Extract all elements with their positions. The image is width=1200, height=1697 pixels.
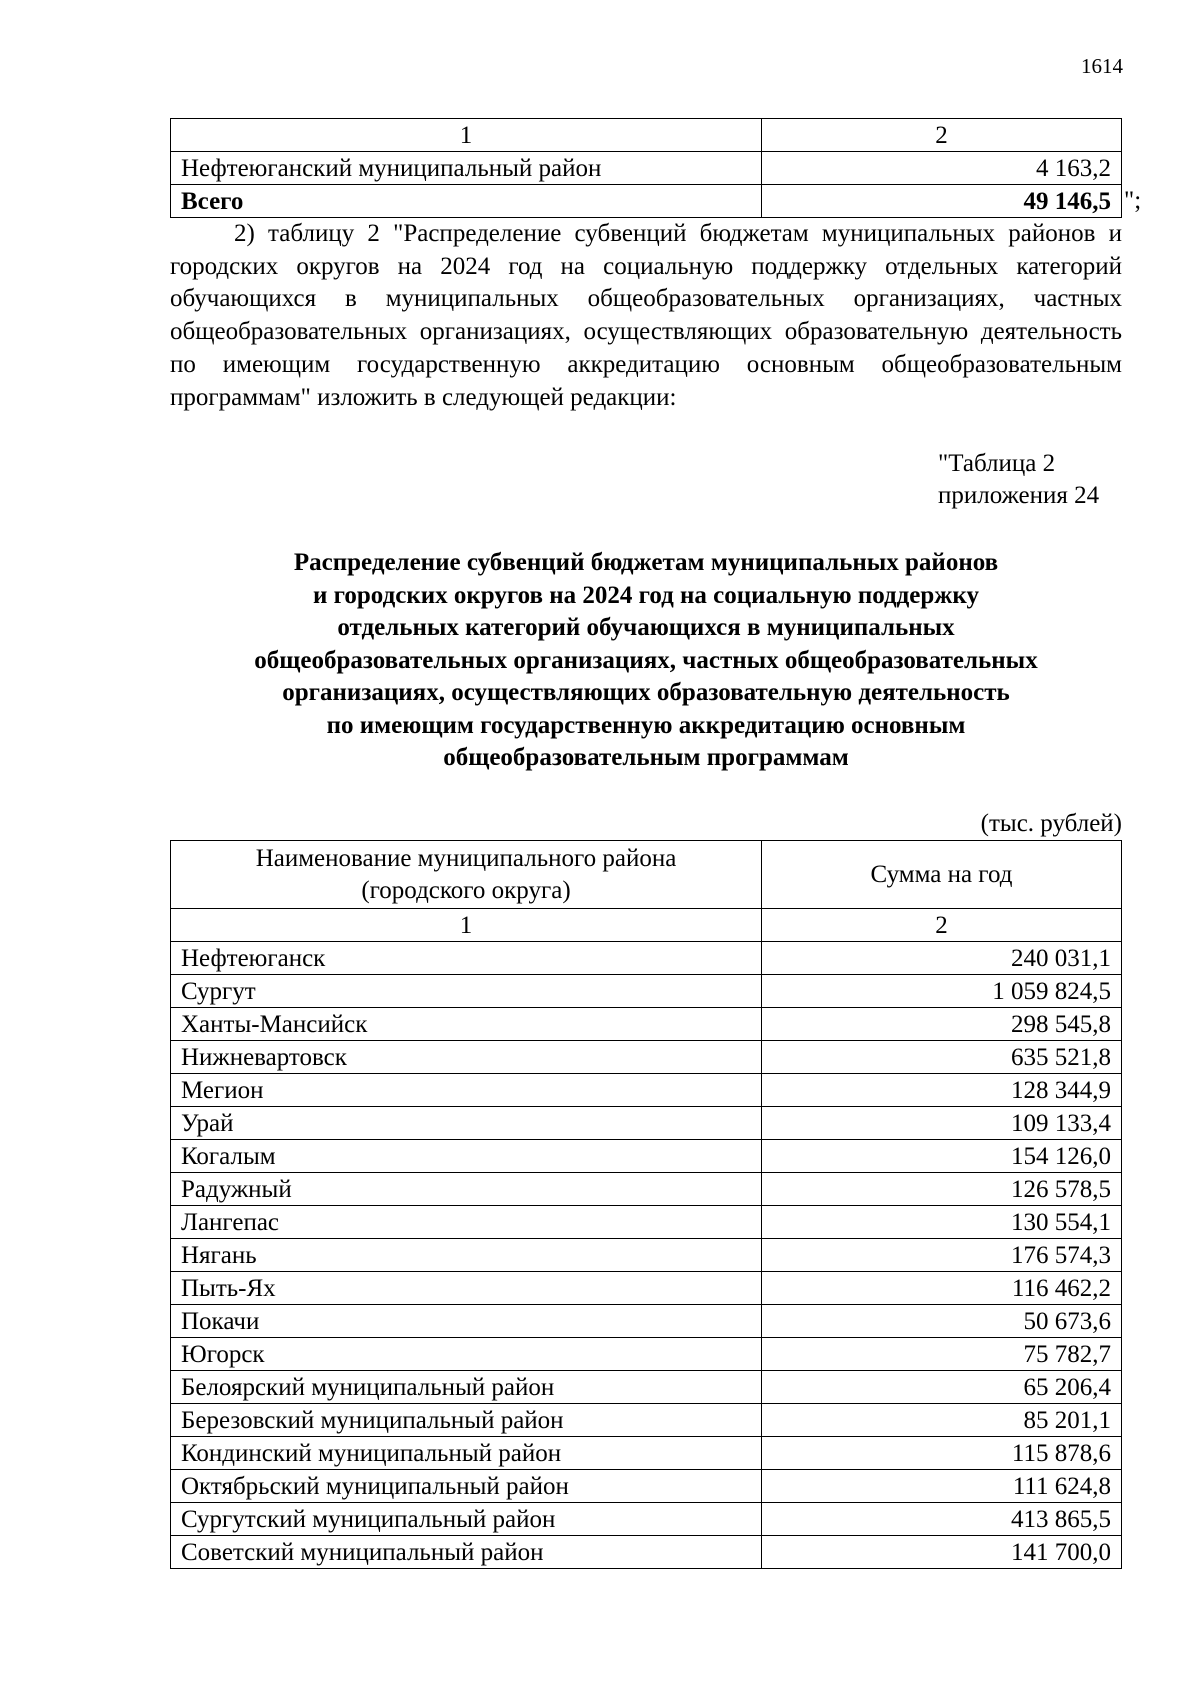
closing-quote: "; <box>1124 187 1142 214</box>
row-name: Пыть-Ях <box>171 1272 762 1305</box>
table-row <box>171 1470 1122 1503</box>
amendment-text: 2) таблицу 2 "Распределение субвенций бюджетам муниципальных районов и городских округов на 2024 год на социальную поддержку отдельных категорий обучающихся в муниципальных общеобразовательных организациях, частных общеобразовательных организациях, осуществляющих образовательную деятельность по имеющим государственную аккредитацию основным общеобразовательным программам" изложить в следующей редакции: <box>170 220 1122 411</box>
row-value: 176 574,3 <box>762 1239 1122 1272</box>
row-name: Когалым <box>171 1140 762 1173</box>
row-value: 109 133,4 <box>762 1107 1122 1140</box>
table-row <box>171 1173 1122 1206</box>
row-name: Ханты-Мансийск <box>171 1008 762 1041</box>
title-line: общеобразовательным программам <box>443 744 849 771</box>
row-value: 111 624,8 <box>762 1470 1122 1503</box>
page-number: 1614 <box>1081 54 1123 78</box>
row-value: 116 462,2 <box>762 1272 1122 1305</box>
row-value: 130 554,1 <box>762 1206 1122 1239</box>
title-line: организациях, осуществляющих образовательную деятельность <box>282 679 1010 706</box>
row-value: 298 545,8 <box>762 1008 1122 1041</box>
row-name: Покачи <box>171 1305 762 1338</box>
header-line: Наименование муниципального района <box>255 844 677 872</box>
column-number-1: 1 <box>171 119 762 152</box>
column-header-amount: Сумма на год <box>762 841 1122 909</box>
row-name: Октябрьский муниципальный район <box>171 1470 762 1503</box>
row-name: Белоярский муниципальный район <box>171 1371 762 1404</box>
title-line: Распределение субвенций бюджетам муниципальных районов <box>293 549 999 576</box>
row-value: 1 059 824,5 <box>762 975 1122 1008</box>
table-row <box>171 1305 1122 1338</box>
table-row <box>171 1371 1122 1404</box>
table-row <box>171 1437 1122 1470</box>
row-value: 115 878,6 <box>762 1437 1122 1470</box>
row-name: Сургутский муниципальный район <box>171 1503 762 1536</box>
previous-table-continuation <box>170 118 1122 218</box>
column-header-name <box>171 841 762 909</box>
table-row <box>171 1272 1122 1305</box>
table-title <box>170 547 1122 775</box>
table-row <box>171 1338 1122 1371</box>
row-name: Березовский муниципальный район <box>171 1404 762 1437</box>
distribution-table <box>170 840 1122 1569</box>
row-value: 85 201,1 <box>762 1404 1122 1437</box>
title-line: по имеющим государственную аккредитацию основным <box>326 711 966 739</box>
row-value: 635 521,8 <box>762 1041 1122 1074</box>
column-number-1: 1 <box>171 909 762 942</box>
table-row <box>171 1041 1122 1074</box>
row-name: Нягань <box>171 1239 762 1272</box>
table-row <box>171 1107 1122 1140</box>
row-name: Урай <box>171 1107 762 1140</box>
table-row <box>171 1008 1122 1041</box>
title-line: общеобразовательных организациях, частных общеобразовательных <box>254 646 1038 674</box>
row-value: 413 865,5 <box>762 1503 1122 1536</box>
row-value: 240 031,1 <box>762 942 1122 975</box>
row-value: 126 578,5 <box>762 1173 1122 1206</box>
table-row <box>171 1536 1122 1569</box>
row-value: 65 206,4 <box>762 1371 1122 1404</box>
table-header-row <box>171 841 1122 909</box>
table-caption <box>938 448 1099 512</box>
amendment-paragraph <box>170 218 1122 414</box>
units-label: (тыс. рублей) <box>980 810 1122 837</box>
table-row <box>171 1503 1122 1536</box>
title-line: отдельных категорий обучающихся в муниципальных <box>337 614 955 641</box>
column-number-2: 2 <box>762 909 1122 942</box>
caption-line-1: "Таблица 2 <box>938 450 1056 477</box>
total-label: Всего <box>171 185 762 218</box>
table-row <box>171 1206 1122 1239</box>
row-value: 75 782,7 <box>762 1338 1122 1371</box>
row-name: Радужный <box>171 1173 762 1206</box>
row-value: 128 344,9 <box>762 1074 1122 1107</box>
row-value: 154 126,0 <box>762 1140 1122 1173</box>
total-row <box>171 185 1122 218</box>
column-number-2: 2 <box>762 119 1122 152</box>
table-row <box>171 975 1122 1008</box>
row-value: 4 163,2 <box>762 152 1122 185</box>
header-line: (городского округа) <box>361 876 571 904</box>
row-name: Мегион <box>171 1074 762 1107</box>
row-name: Кондинский муниципальный район <box>171 1437 762 1470</box>
table-header-row <box>171 119 1122 152</box>
row-value: 50 673,6 <box>762 1305 1122 1338</box>
total-value: 49 146,5 <box>762 185 1122 218</box>
row-name: Сургут <box>171 975 762 1008</box>
table-row <box>171 1404 1122 1437</box>
table-row <box>171 1074 1122 1107</box>
caption-line-2: приложения 24 <box>938 482 1100 509</box>
row-name: Нефтеюганск <box>171 942 762 975</box>
row-value: 141 700,0 <box>762 1536 1122 1569</box>
row-name: Нефтеюганский муниципальный район <box>171 152 762 185</box>
row-name: Советский муниципальный район <box>171 1536 762 1569</box>
column-numbering-row <box>171 909 1122 942</box>
row-name: Лангепас <box>171 1206 762 1239</box>
table-row <box>171 1239 1122 1272</box>
title-line: и городских округов на 2024 год на социальную поддержку <box>313 581 979 609</box>
row-name: Нижневартовск <box>171 1041 762 1074</box>
table-row <box>171 1140 1122 1173</box>
table-row <box>171 942 1122 975</box>
row-name: Югорск <box>171 1338 762 1371</box>
table-row <box>171 152 1122 185</box>
